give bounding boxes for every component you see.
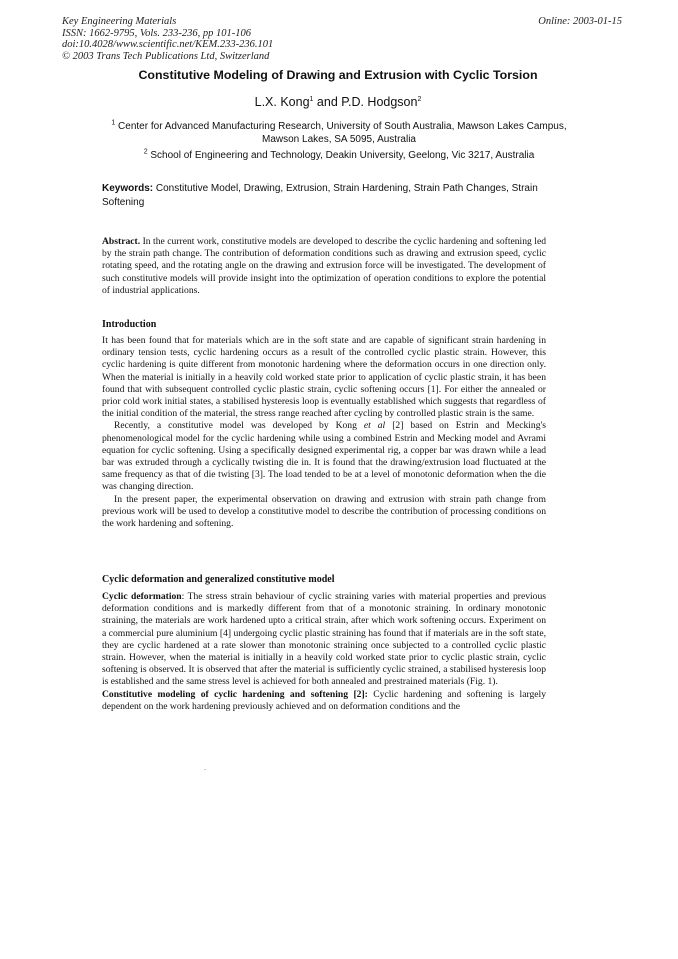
affiliation-2-text: School of Engineering and Technology, Deakin University, Geelong, Vic 3217, Australia — [147, 150, 535, 161]
affiliation-1-text: Center for Advanced Manufacturing Research, University of South Australia, Mawson Lakes Campus, Mawson Lakes, SA 5095, Australia — [115, 121, 567, 145]
introduction-heading: Introduction — [102, 319, 157, 330]
keywords-text: Constitutive Model, Drawing, Extrusion, Strain Hardening, Strain Path Changes, Strain Softening — [102, 183, 538, 208]
constitutive-modeling-ref: [2]: — [348, 688, 368, 700]
affiliation-1 — [102, 121, 576, 146]
introduction-paragraph-3: In the present paper, the experimental observation on drawing and extrusion with strain path change from previous work will be used to develop a constitutive model to describe the contribution of processing conditions on the work hardening and softening. — [102, 493, 546, 530]
author-2: P.D. Hodgson — [341, 95, 418, 109]
cyclic-deformation-label: Cyclic deformation — [102, 591, 182, 602]
author-1: L.X. Kong — [254, 95, 310, 109]
introduction-paragraph-1: It has been found that for materials which are in the soft state and are capable of significant strain hardening in ordinary tension tests, cyclic hardening occurs as a result of the controlled cyclic plastic strain. However, this cyclic hardening is quite different from monotonic hardening where the deformation occurs in one direction only. When the material is initially in a heavily cold worked state prior to application of cyclic plastic strain, it has been found that with subsequent controlled cyclic plastic strain, cyclic softening occurs [1]. For either the annealed or prior cold work initial states, a stabilised hysteresis loop is eventually established which suggests that regardless of the initial condition of the material, the stress range reached after cycling by controlled plastic strain is the same. — [102, 335, 546, 420]
online-date: Online: 2003-01-15 — [538, 16, 622, 27]
affiliation-2-mark: 2 — [143, 148, 148, 156]
copyright-line: © 2003 Trans Tech Publications Ltd, Switzerland — [62, 50, 270, 62]
abstract — [102, 236, 546, 297]
author-line — [62, 95, 614, 109]
doi-line: doi:10.4028/www.scientific.net/KEM.233-236.101 — [62, 39, 274, 51]
introduction-paragraph-2 — [102, 420, 546, 493]
introduction-etal: et al — [363, 420, 386, 432]
paper-title: Constitutive Modeling of Drawing and Extrusion with Cyclic Torsion — [138, 68, 538, 82]
journal-header — [62, 16, 622, 62]
introduction-body — [102, 335, 546, 530]
author-conjunction: and — [313, 95, 342, 109]
scan-speck — [204, 769, 206, 770]
cyclic-deformation-text: : The stress strain behaviour of cyclic straining varies with material properties and previous deformation conditions and is markedly different from that of a monotonic straining. In ordinary monotonic straining, the materials are work hardened upto a critical strain, after which work softening occurs. Experiment on a commercial pure aluminium [4] undergoing cyclic plastic straining has found that if materials are in the soft state, they are cyclic hardened at a rate slower than monotonic straining once subjected to a controlled cyclic plastic strain. However, when the material is initially in a heavily cold worked state prior to cyclic plastic strain, cyclic softening is observed. It is observed that after the material is sufficiently cyclic strained, a stabilised hysteresis loop is established and the same stress level is achieved for both annealed and prestrained materials (Fig. 1). — [102, 591, 546, 688]
author-2-affiliation-mark: 2 — [417, 95, 422, 103]
cyclic-section-body — [102, 591, 546, 713]
keywords-label: Keywords: — [102, 183, 154, 194]
cyclic-paragraph-1 — [102, 591, 546, 689]
journal-name: Key Engineering Materials — [62, 16, 177, 27]
affiliation-1-mark: 1 — [111, 119, 116, 127]
abstract-text: In the current work, constitutive models are developed to describe the cyclic hardening and softening led by the strain path change. The contribution of deformation conditions such as drawing and extrusion speed, cyclic rotating speed, and the rotating angle on the drawing and extrusion force will be investigated. The development of such constitutive models will provide insight into the optimization of operation conditions to explore the potential of industrial applications. — [102, 236, 546, 296]
issn-line: ISSN: 1662-9795, Vols. 233-236, pp 101-106 — [62, 27, 251, 39]
constitutive-modeling-label: Constitutive modeling of cyclic hardening and softening — [102, 688, 349, 700]
constitutive-modeling-text: Cyclic hardening and softening is largely dependent on the work hardening previously achieved and on deformation conditions and the — [102, 688, 547, 712]
cyclic-paragraph-2 — [102, 689, 546, 713]
author-1-affiliation-mark: 1 — [309, 95, 314, 103]
keywords — [102, 182, 548, 209]
affiliation-2 — [102, 150, 576, 163]
introduction-p2-rest: [2] based on Estrin and Mecking's phenomenological model for the cyclic hardening while using a combined Estrin and Mecking model and Avrami equation for cyclic softening. Using a specifically designed experimental rig, a copper bar was drawn while a lead bar was extruded through a cyclically twisting die in. It is found that the drawing/extrusion load fluctuated at the same frequency as that of die twisting [3]. The load tended to be at a level of monotonic deformation when the die was changing direction. — [102, 420, 546, 493]
cyclic-section-heading: Cyclic deformation and generalized constitutive model — [102, 574, 335, 585]
introduction-p2-start: Recently, a constitutive model was developed by Kong — [114, 420, 364, 432]
abstract-label: Abstract. — [102, 236, 141, 247]
